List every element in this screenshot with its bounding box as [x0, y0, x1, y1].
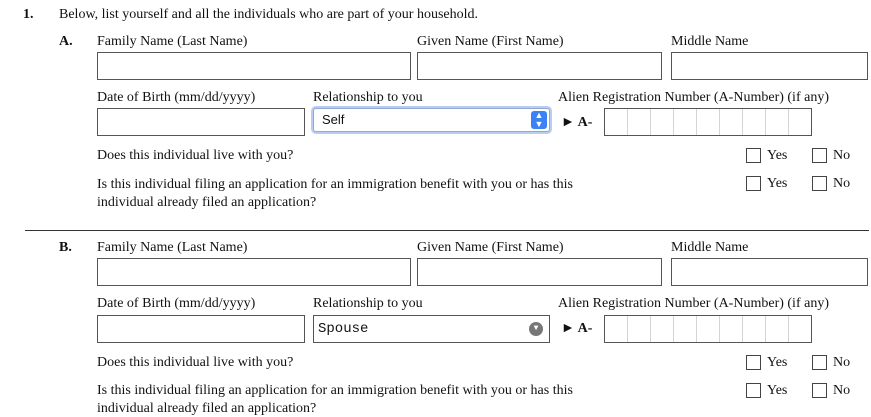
given-name-label: Given Name (First Name) — [417, 240, 564, 255]
family-name-input[interactable] — [97, 52, 411, 80]
filing-yes-checkbox[interactable] — [746, 176, 761, 191]
given-name-label: Given Name (First Name) — [417, 34, 564, 49]
middle-name-input[interactable] — [671, 52, 868, 80]
section-letter: B. — [59, 240, 72, 255]
dob-label: Date of Birth (mm/dd/yyyy) — [97, 90, 256, 105]
yes-label: Yes — [767, 148, 788, 163]
anumber-label: Alien Registration Number (A-Number) (if any) — [558, 296, 829, 311]
anumber-input[interactable] — [604, 315, 812, 343]
relationship-label: Relationship to you — [313, 90, 423, 105]
filing-label-line1: Is this individual filing an application for an immigration benefit with you or has this — [97, 383, 573, 398]
lives-with-you-label: Does this individual live with you? — [97, 148, 294, 163]
yes-label: Yes — [767, 355, 788, 370]
question-number: 1. — [23, 7, 34, 22]
lives-with-you-yes-checkbox[interactable] — [746, 355, 761, 370]
middle-name-input[interactable] — [671, 258, 868, 286]
lives-with-you-yes-checkbox[interactable] — [746, 148, 761, 163]
filing-yes-checkbox[interactable] — [746, 383, 761, 398]
dob-input[interactable] — [97, 315, 305, 343]
given-name-input[interactable] — [417, 52, 662, 80]
given-name-input[interactable] — [417, 258, 662, 286]
anumber-label: Alien Registration Number (A-Number) (if any) — [558, 90, 829, 105]
middle-name-label: Middle Name — [671, 240, 749, 255]
no-label: No — [833, 148, 851, 163]
question-text: Below, list yourself and all the individuals who are part of your household. — [59, 7, 479, 22]
filing-label-line2: individual already filed an application? — [97, 195, 317, 210]
relationship-select[interactable] — [313, 315, 550, 343]
dob-label: Date of Birth (mm/dd/yyyy) — [97, 296, 256, 311]
anumber-input[interactable] — [604, 108, 812, 136]
chevron-down-circle-icon: ▼ — [529, 322, 543, 336]
no-label: No — [833, 383, 851, 398]
family-name-label: Family Name (Last Name) — [97, 240, 248, 255]
lives-with-you-no-checkbox[interactable] — [812, 355, 827, 370]
anumber-prefix: ► A- — [561, 321, 593, 336]
anumber-prefix: ► A- — [561, 115, 593, 130]
filing-label-line1: Is this individual filing an application for an immigration benefit with you or has this — [97, 177, 573, 192]
relationship-label: Relationship to you — [313, 296, 423, 311]
yes-label: Yes — [767, 383, 788, 398]
filing-label-line2: individual already filed an application? — [97, 401, 317, 416]
filing-no-checkbox[interactable] — [812, 176, 827, 191]
no-label: No — [833, 355, 851, 370]
section-letter: A. — [59, 34, 73, 49]
section-divider — [25, 230, 869, 231]
lives-with-you-no-checkbox[interactable] — [812, 148, 827, 163]
dob-input[interactable] — [97, 108, 305, 136]
no-label: No — [833, 176, 851, 191]
relationship-select-value: Self — [322, 112, 345, 127]
yes-label: Yes — [767, 176, 788, 191]
lives-with-you-label: Does this individual live with you? — [97, 355, 294, 370]
relationship-select-value: Spouse — [318, 321, 369, 337]
family-name-input[interactable] — [97, 258, 411, 286]
chevron-updown-icon: ▲ ▼ — [531, 111, 547, 129]
family-name-label: Family Name (Last Name) — [97, 34, 248, 49]
middle-name-label: Middle Name — [671, 34, 749, 49]
filing-no-checkbox[interactable] — [812, 383, 827, 398]
relationship-select[interactable] — [313, 108, 550, 132]
